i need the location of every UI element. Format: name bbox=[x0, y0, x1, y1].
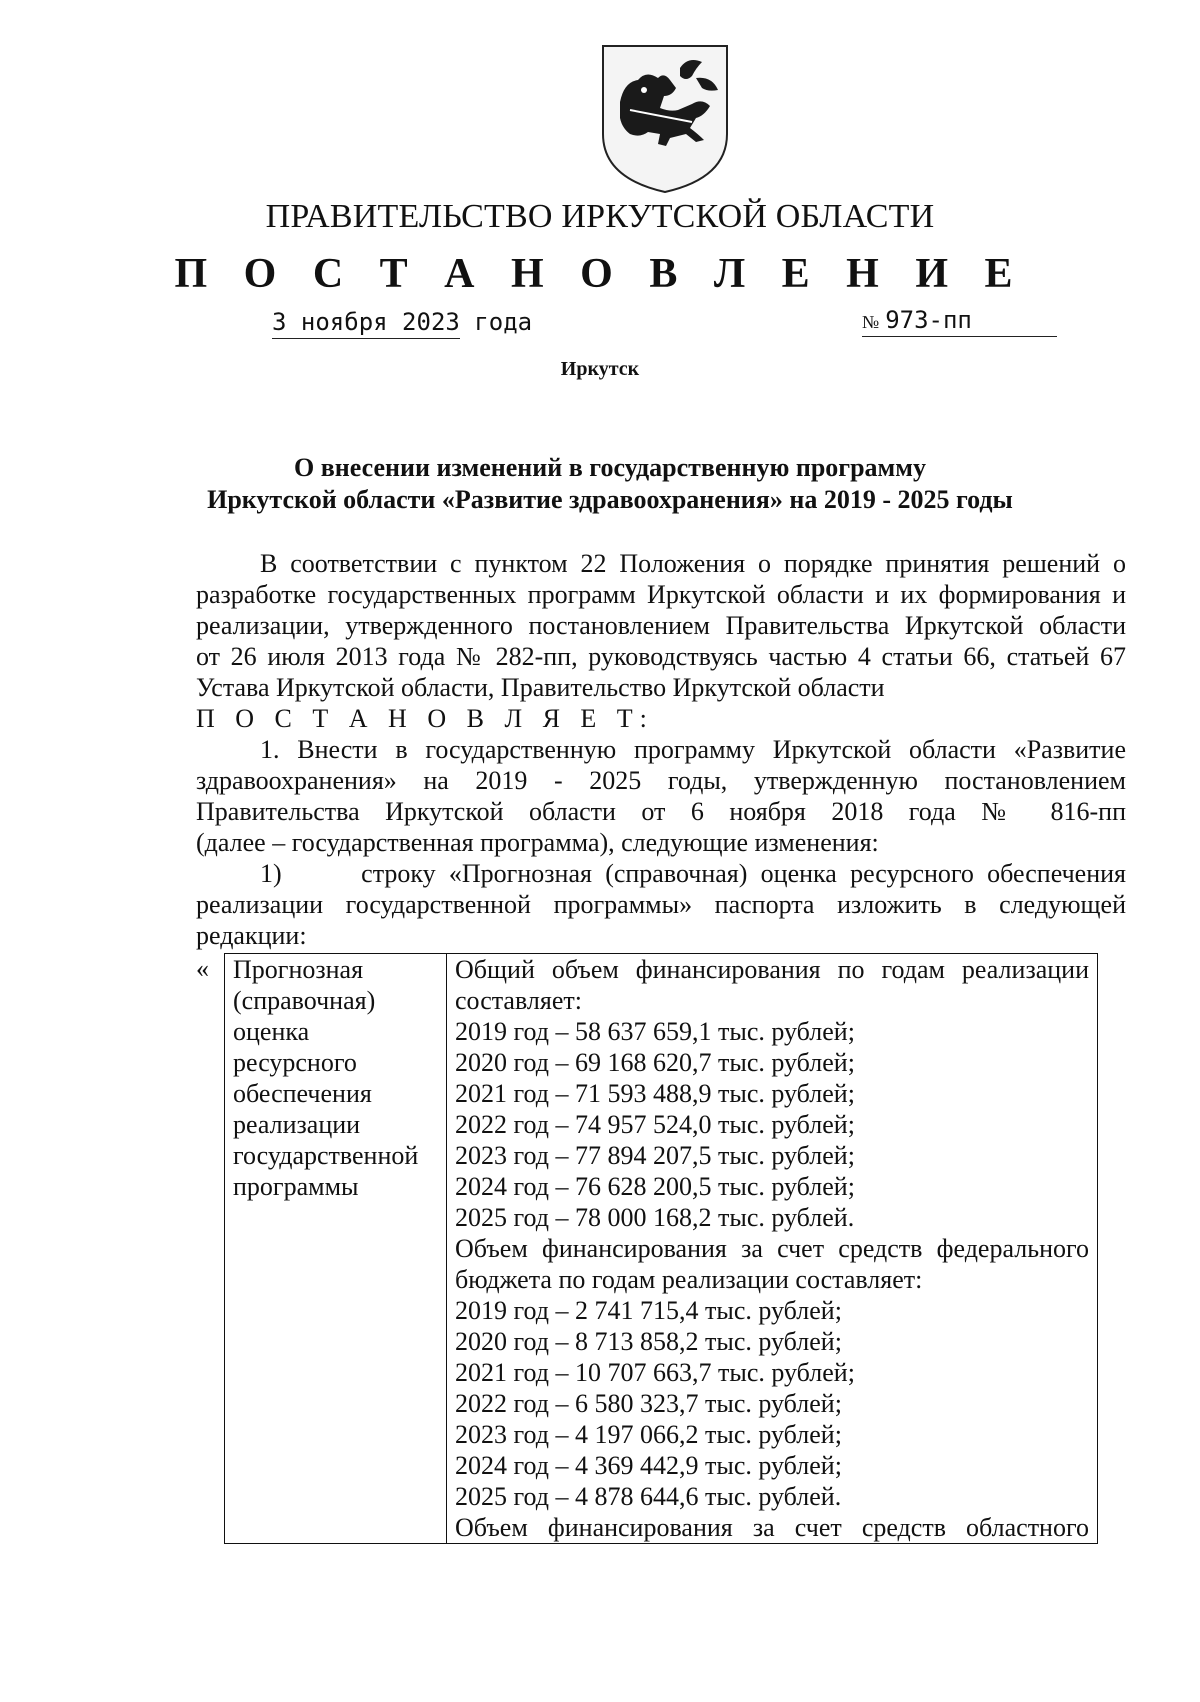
value-line: 2020 год – 69 168 620,7 тыс. рублей; bbox=[455, 1048, 855, 1077]
subject-line: Иркутской области «Развитие здравоохранения» на 2019 - 2025 годы bbox=[207, 485, 1013, 514]
row-label-cell bbox=[225, 954, 447, 1544]
label-line: реализации bbox=[233, 1110, 361, 1139]
value-line: Объем финансирования за счет средств областного bbox=[455, 1513, 1089, 1542]
value-line: 2021 год – 71 593 488,9 тыс. рублей; bbox=[455, 1079, 855, 1108]
preamble-paragraph bbox=[196, 548, 1126, 951]
text-line: 1. Внести в государственную программу Иркутской области «Развитие bbox=[260, 735, 1126, 764]
opening-quote: « bbox=[196, 954, 209, 983]
value-line: 2025 год – 78 000 168,2 тыс. рублей. bbox=[455, 1203, 855, 1232]
value-line: 2024 год – 76 628 200,5 тыс. рублей; bbox=[455, 1172, 855, 1201]
value-line: 2023 год – 4 197 066,2 тыс. рублей; bbox=[455, 1420, 842, 1449]
row-value-cell bbox=[447, 954, 1098, 1544]
text-line: разработке государственных программ Иркутской области и их формирования и bbox=[196, 580, 1126, 609]
value-line: 2022 год – 6 580 323,7 тыс. рублей; bbox=[455, 1389, 842, 1418]
text-line: В соответствии с пунктом 22 Положения о порядке принятия решений о bbox=[260, 549, 1126, 578]
government-title: ПРАВИТЕЛЬСТВО ИРКУТСКОЙ ОБЛАСТИ bbox=[265, 198, 935, 235]
text-line: Устава Иркутской области, Правительство Иркутской области bbox=[196, 673, 885, 702]
text-line: 1) строку «Прогнозная (справочная) оценка ресурсного обеспечения bbox=[260, 859, 1126, 888]
number-value: 973-пп bbox=[885, 306, 972, 334]
date-suffix: года bbox=[474, 308, 533, 336]
document-type-heading: П О С Т А Н О В Л Е Н И Е bbox=[174, 251, 1026, 297]
document-subject bbox=[140, 452, 1080, 516]
label-line: ресурсного bbox=[233, 1048, 357, 1077]
text-line: от 26 июля 2013 года № 282-пп, руководствуясь частью 4 статьи 66, статьей 67 bbox=[196, 642, 1126, 671]
date-value: 3 ноября 2023 bbox=[272, 308, 460, 339]
passport-table bbox=[224, 953, 1098, 1544]
label-line: оценка bbox=[233, 1017, 310, 1046]
document-date bbox=[272, 308, 532, 336]
label-line: Прогнозная bbox=[233, 955, 364, 984]
text-line: реализации государственной программы» паспорта изложить в следующей bbox=[196, 890, 1126, 919]
value-line: Общий объем финансирования по годам реализации bbox=[455, 955, 1089, 984]
value-line: 2022 год – 74 957 524,0 тыс. рублей; bbox=[455, 1110, 855, 1139]
text-line: Правительства Иркутской области от 6 ноября 2018 года № 816-пп bbox=[196, 797, 1126, 826]
value-line: 2025 год – 4 878 644,6 тыс. рублей. bbox=[455, 1482, 842, 1511]
value-line: 2021 год – 10 707 663,7 тыс. рублей; bbox=[455, 1358, 855, 1387]
label-line: государственной bbox=[233, 1141, 419, 1170]
label-line: (справочная) bbox=[233, 986, 376, 1015]
text-line: реализации, утвержденного постановлением Правительства Иркутской области bbox=[196, 611, 1126, 640]
label-line: программы bbox=[233, 1172, 359, 1201]
value-line: бюджета по годам реализации составляет: bbox=[455, 1265, 923, 1294]
value-line: 2024 год – 4 369 442,9 тыс. рублей; bbox=[455, 1451, 842, 1480]
document-number bbox=[862, 306, 1057, 337]
resolves-word: П О С Т А Н О В Л Я Е Т: bbox=[196, 704, 654, 733]
value-line: 2023 год – 77 894 207,5 тыс. рублей; bbox=[455, 1141, 855, 1170]
text-line: здравоохранения» на 2019 - 2025 годы, утвержденную постановлением bbox=[196, 766, 1126, 795]
value-line: 2019 год – 58 637 659,1 тыс. рублей; bbox=[455, 1017, 855, 1046]
text-line: (далее – государственная программа), следующие изменения: bbox=[196, 828, 879, 857]
city-label: Иркутск bbox=[560, 358, 640, 380]
value-line: составляет: bbox=[455, 986, 582, 1015]
subject-line: О внесении изменений в государственную программу bbox=[294, 453, 926, 482]
value-line: 2019 год – 2 741 715,4 тыс. рублей; bbox=[455, 1296, 842, 1325]
value-line: 2020 год – 8 713 858,2 тыс. рублей; bbox=[455, 1327, 842, 1356]
label-line: обеспечения bbox=[233, 1079, 372, 1108]
coat-of-arms-icon bbox=[600, 42, 730, 194]
table-row bbox=[225, 954, 1098, 1544]
value-line: Объем финансирования за счет средств федерального bbox=[455, 1234, 1089, 1263]
text-line: редакции: bbox=[196, 921, 307, 950]
number-sign: № bbox=[862, 312, 880, 332]
